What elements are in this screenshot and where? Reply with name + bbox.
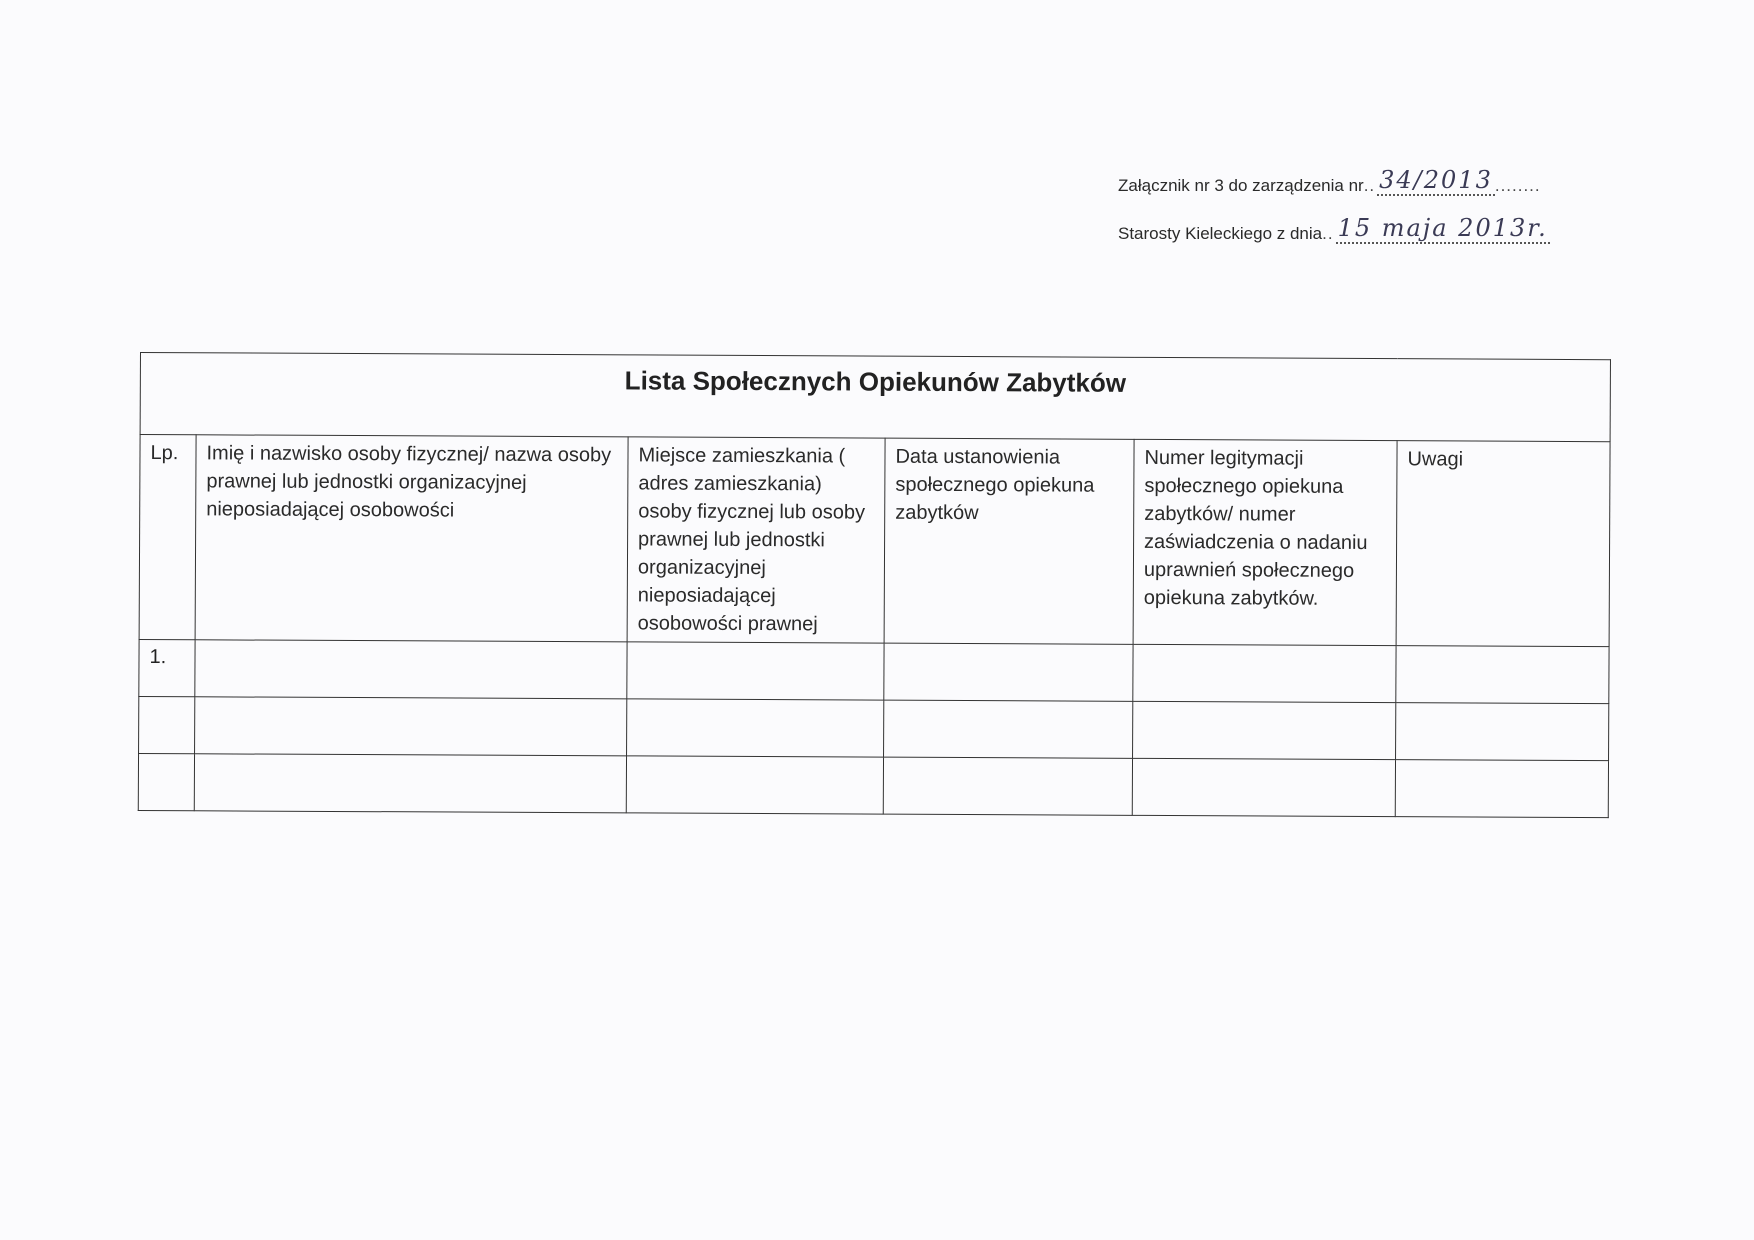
table-cell [627,642,884,700]
table-cell [139,696,195,753]
header-line-ordinance: Załącznik nr 3 do zarządzenia nr .. 34/2013 ........ [1118,166,1541,195]
guardians-table [138,352,1611,818]
table-row [139,696,1609,760]
col-header-name: Imię i nazwisko osoby fizycznej/ nazwa osoby prawnej lub jednostki organizacyjnej nieposiadającej osobowości [195,435,628,642]
header-row [139,435,1610,647]
table-cell [1396,703,1609,761]
date-label: Starosty Kieleckiego z dnia [1118,224,1323,243]
table-title: Lista Społecznych Opiekunów Zabytków [140,353,1610,442]
ordinance-number: 34/2013 [1379,166,1493,194]
table-cell [194,754,626,813]
table-cell [1396,646,1609,704]
table-cell [884,700,1133,758]
col-header-lp: Lp. [139,435,196,640]
table-cell [195,697,627,756]
table-cell: 1. [139,639,195,696]
table-cell [884,643,1133,701]
table-cell [138,753,194,810]
guardians-table-wrapper [138,352,1610,818]
table-cell [195,640,627,699]
table-row [138,753,1608,817]
col-header-date: Data ustanowienia społecznego opiekuna zabytków [884,438,1134,644]
table-row [139,639,1609,703]
table-cell [626,756,883,814]
table-cell [1132,758,1395,816]
table-cell [1133,644,1396,702]
ordinance-label: Załącznik nr 3 do zarządzenia nr [1118,176,1364,195]
ordinance-date: 15 maja 2013r. [1337,214,1548,242]
col-header-residence: Miejsce zamieszkania ( adres zamieszkania) osoby fizycznej lub osoby prawnej lub jednostki organizacyjnej nieposiadającej osobowości prawnej [627,437,885,643]
table-cell [883,757,1132,815]
table-cell [1133,701,1396,759]
col-header-id-number: Numer legitymacji społecznego opiekuna zabytków/ numer zaświadczenia o nadaniu uprawnień społecznego opiekuna zabytków. [1133,439,1397,645]
table-cell [627,699,884,757]
table-cell [1395,760,1608,818]
col-header-notes: Uwagi [1396,441,1610,647]
attachment-header [1118,148,1678,244]
header-line-date: Starosty Kieleckiego z dnia .. 15 maja 2013r. [1118,214,1548,243]
